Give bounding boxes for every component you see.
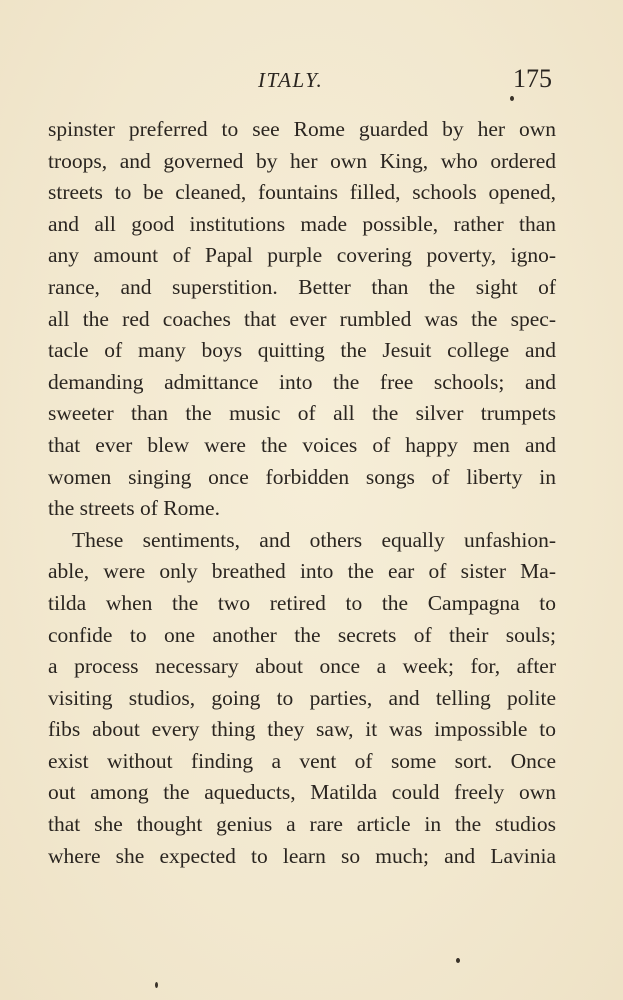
text-line: where she expected to learn so much; and Lavinia [48, 843, 556, 868]
text-line: the streets of Rome. [48, 496, 220, 521]
text-line: sweeter than the music of all the silver trumpets [48, 401, 556, 426]
body-text [48, 114, 556, 872]
text-line: fibs about every thing they saw, it was impossible to [48, 717, 556, 742]
text-line: that she thought genius a rare article in the studios [48, 812, 556, 837]
text-line: out among the aqueducts, Matilda could freely own [48, 780, 556, 805]
text-line: that ever blew were the voices of happy men and [48, 432, 556, 457]
text-line: These sentiments, and others equally unfashion- [72, 527, 556, 552]
text-line: women singing once forbidden songs of liberty in [48, 464, 556, 489]
text-line: tilda when the two retired to the Campagna to [48, 590, 556, 615]
running-title: ITALY. [258, 68, 324, 92]
text-line: confide to one another the secrets of their souls; [48, 622, 556, 647]
text-line: and all good institutions made possible, rather than [48, 211, 556, 236]
scan-speck [510, 96, 514, 101]
text-line: troops, and governed by her own King, who ordered [48, 148, 556, 173]
text-line: able, were only breathed into the ear of sister Ma- [48, 559, 556, 584]
text-line: any amount of Papal purple covering poverty, igno- [48, 243, 556, 268]
page-number: 175 [513, 64, 552, 93]
text-line: all the red coaches that ever rumbled was the spec- [48, 306, 556, 331]
text-line: exist without finding a vent of some sort. Once [48, 748, 556, 773]
text-line: streets to be cleaned, fountains filled, schools opened, [48, 180, 556, 205]
scan-speck [155, 982, 158, 988]
text-line: a process necessary about once a week; for, after [48, 654, 556, 679]
scan-speck [456, 958, 460, 963]
text-line: tacle of many boys quitting the Jesuit college and [48, 338, 556, 363]
text-line: rance, and superstition. Better than the sight of [48, 274, 556, 299]
running-head [0, 62, 623, 102]
text-line: demanding admittance into the free schools; and [48, 369, 556, 394]
text-line: spinster preferred to see Rome guarded by her own [48, 117, 556, 141]
text-line: visiting studios, going to parties, and telling polite [48, 685, 556, 710]
